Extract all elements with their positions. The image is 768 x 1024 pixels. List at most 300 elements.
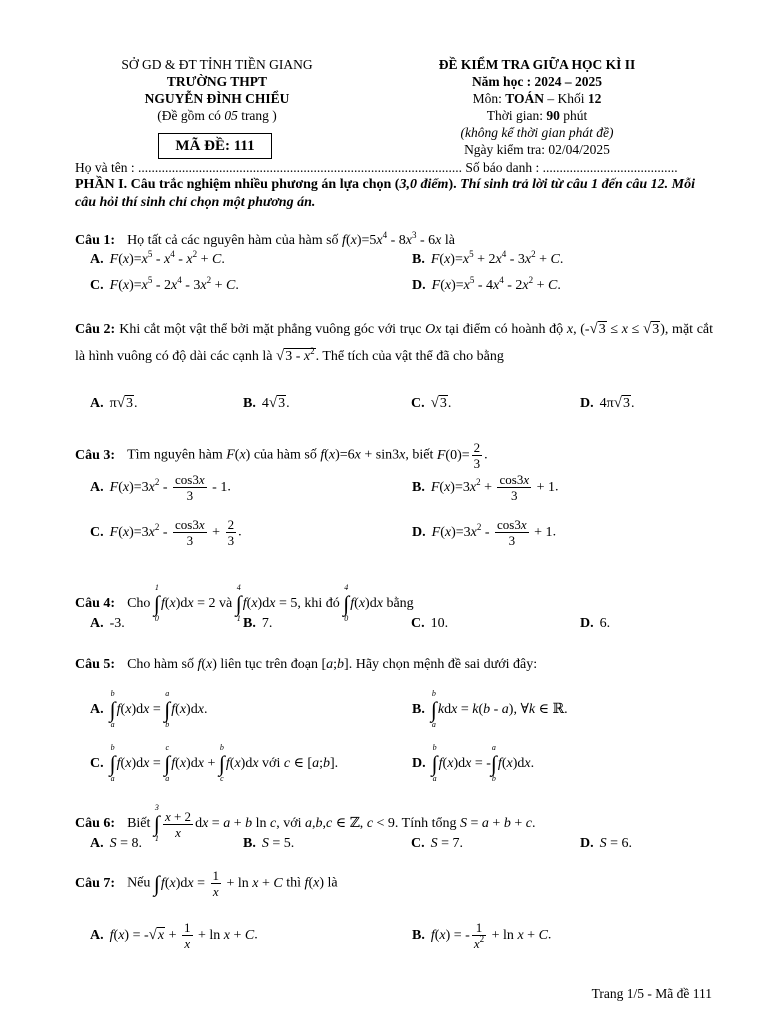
math-variable: x bbox=[473, 936, 480, 951]
integral-sign: ∫ bbox=[490, 751, 497, 776]
math-variable: x bbox=[524, 756, 531, 772]
math-expression: (-√3 ≤ x ≤ √3) bbox=[580, 321, 665, 337]
math-fraction bbox=[182, 920, 193, 951]
math-variable: c bbox=[366, 816, 374, 832]
school-header bbox=[67, 56, 367, 124]
math-expression: S = 5 bbox=[261, 836, 291, 851]
math-variable: f bbox=[225, 756, 230, 772]
math-superscript: 2 bbox=[206, 275, 212, 285]
student-id-label: Số báo danh : bbox=[462, 160, 543, 175]
section-points: 3,0 điểm bbox=[399, 177, 449, 192]
answer-option-b bbox=[412, 249, 712, 268]
math-variable: f bbox=[350, 596, 355, 612]
math-function: d bbox=[444, 702, 452, 718]
math-expression: f(x) bbox=[304, 875, 324, 891]
text-run: . bbox=[630, 396, 635, 411]
integral bbox=[432, 744, 438, 784]
text-run: Nếu bbox=[127, 875, 154, 891]
text-run: , mặt cắt là hình vuông có độ dài các cạnh là bbox=[75, 322, 714, 364]
math-fraction bbox=[211, 868, 222, 899]
math-variable: f bbox=[304, 875, 309, 891]
math-fraction bbox=[472, 440, 483, 471]
option-letter: C. bbox=[411, 836, 425, 851]
question-label: Câu 3: bbox=[75, 447, 116, 463]
radicand: 3 bbox=[125, 396, 133, 411]
math-superscript: 2 bbox=[154, 521, 160, 532]
math-variable: x bbox=[313, 875, 320, 891]
fraction-denominator: 3 bbox=[508, 533, 516, 548]
question-text bbox=[127, 583, 414, 623]
math-variable: a bbox=[223, 816, 231, 832]
section-heading bbox=[75, 176, 713, 212]
time-value: 90 bbox=[546, 108, 560, 123]
option-letter: B. bbox=[412, 702, 425, 718]
answer-options bbox=[75, 472, 713, 548]
exam-header bbox=[377, 56, 697, 158]
math-variable: x bbox=[350, 233, 357, 248]
math-variable: x bbox=[444, 524, 452, 540]
math-variable: x bbox=[251, 596, 258, 612]
math-variable: x bbox=[169, 596, 176, 612]
math-square-root bbox=[614, 396, 631, 411]
option-content bbox=[600, 836, 632, 852]
math-variable: x bbox=[328, 447, 336, 463]
math-variable: x bbox=[495, 252, 502, 267]
text-run: liên tục trên đoạn bbox=[216, 657, 322, 672]
time-suffix: phút bbox=[559, 108, 588, 123]
math-expression: ∫ f(x)dx = $\frac{1}{x}$ + ln x + C bbox=[153, 868, 283, 899]
math-variable: x bbox=[621, 322, 628, 337]
integral-upper-limit: 1 bbox=[154, 583, 159, 592]
text-run: . bbox=[530, 756, 535, 772]
question-text bbox=[127, 657, 537, 672]
answer-option-d bbox=[412, 517, 712, 548]
answer-options bbox=[75, 395, 713, 412]
page-count-prefix: (Đề gồm có bbox=[157, 108, 225, 123]
math-variable: F bbox=[109, 252, 119, 267]
subject-prefix: Môn: bbox=[472, 91, 506, 106]
answer-options bbox=[75, 690, 713, 784]
time-note: (không kể thời gian phát đề) bbox=[460, 125, 614, 140]
option-content bbox=[431, 836, 463, 852]
fraction-denominator bbox=[182, 936, 193, 951]
answer-option-d bbox=[412, 744, 712, 784]
math-expression: 4 ∫ 0 f(x)dx bbox=[343, 583, 383, 623]
math-variable: x bbox=[122, 252, 130, 267]
math-variable: x bbox=[303, 349, 311, 364]
option-content bbox=[262, 836, 294, 852]
math-function: d bbox=[517, 756, 525, 772]
answer-option-a bbox=[90, 836, 243, 852]
integral-upper-limit: a bbox=[491, 743, 496, 752]
option-letter: A. bbox=[90, 396, 104, 411]
question-text bbox=[127, 803, 536, 843]
math-variable: x bbox=[522, 278, 529, 293]
math-variable: x bbox=[444, 278, 452, 293]
integral-sign: ∫ bbox=[153, 870, 160, 896]
math-variable: x bbox=[148, 524, 155, 540]
math-variable: x bbox=[354, 447, 361, 463]
question-stem bbox=[75, 868, 713, 899]
math-function: d bbox=[136, 756, 144, 772]
integral-lower-limit: a bbox=[165, 774, 170, 783]
fraction-numerator: cos3x bbox=[175, 472, 205, 487]
text-run: . bbox=[138, 836, 143, 851]
text-run: Tính tổng bbox=[398, 816, 461, 832]
math-variable: x bbox=[517, 927, 524, 943]
math-variable: k bbox=[472, 702, 479, 718]
section-points-close: ). bbox=[448, 177, 457, 192]
answer-options bbox=[75, 920, 713, 951]
math-variable: f bbox=[160, 596, 165, 612]
option-letter: B. bbox=[243, 836, 256, 851]
option-letter: D. bbox=[412, 524, 426, 540]
math-variable: x bbox=[493, 278, 500, 293]
text-run: Biết bbox=[127, 816, 154, 832]
math-variable: F bbox=[109, 278, 119, 293]
option-content bbox=[109, 249, 225, 268]
integral bbox=[219, 744, 225, 784]
math-expression: 3 ∫ 1 $\frac{x + 2}{x}$ dx = a + b ln c, bbox=[153, 803, 280, 843]
time-line bbox=[377, 107, 697, 124]
text-run: . bbox=[290, 836, 295, 851]
math-variable: C bbox=[548, 278, 558, 293]
math-variable: C bbox=[273, 875, 283, 891]
math-variable: c bbox=[525, 816, 532, 832]
text-run: Cho bbox=[127, 596, 154, 612]
math-variable: F bbox=[431, 278, 441, 293]
radicand: 3 bbox=[598, 322, 606, 337]
time-prefix: Thời gian: bbox=[486, 108, 547, 123]
math-variable: a bbox=[481, 816, 489, 832]
math-variable: k bbox=[528, 702, 536, 718]
text-run: , khi đó bbox=[297, 596, 344, 612]
math-expression: S = a + b + c. bbox=[460, 816, 536, 832]
text-run: . bbox=[547, 927, 552, 943]
answer-option-a bbox=[90, 395, 243, 412]
math-superscript: 5 bbox=[147, 275, 153, 285]
text-run: . bbox=[564, 702, 568, 718]
answer-option-b bbox=[243, 616, 411, 632]
integral bbox=[164, 690, 170, 730]
fraction-numerator: cos3x bbox=[497, 517, 527, 532]
math-variable: x bbox=[143, 756, 150, 772]
math-variable: k bbox=[437, 702, 445, 718]
math-variable: x bbox=[198, 517, 205, 532]
exam-date: Ngày kiểm tra: 02/04/2025 bbox=[464, 142, 610, 157]
math-variable: x bbox=[447, 756, 454, 772]
text-run: . bbox=[254, 927, 258, 943]
math-fraction bbox=[495, 517, 529, 548]
integral-sign: ∫ bbox=[109, 697, 116, 722]
math-expression: $F(x)=x^5 - 4x^4 - 2x^2 + C$. bbox=[431, 275, 561, 293]
fraction-numerator: 1 bbox=[184, 920, 191, 935]
option-letter: B. bbox=[243, 396, 256, 411]
option-content bbox=[431, 275, 561, 294]
math-variable: C bbox=[212, 252, 222, 267]
answer-options bbox=[75, 836, 713, 852]
integral-lower-limit: a bbox=[110, 774, 115, 783]
math-variable: a bbox=[305, 816, 312, 832]
grade-number: 12 bbox=[587, 91, 602, 106]
integral-lower-limit: a bbox=[432, 774, 437, 783]
answer-option-a bbox=[90, 472, 412, 503]
math-variable: x bbox=[566, 322, 574, 337]
math-superscript: 4 bbox=[499, 275, 504, 285]
integral-sign: ∫ bbox=[235, 591, 242, 616]
option-letter: C. bbox=[90, 278, 104, 293]
fraction-numerator: x + 2 bbox=[164, 808, 192, 824]
math-expression: S = 7 bbox=[430, 836, 460, 851]
math-variable: x bbox=[148, 479, 155, 495]
option-content bbox=[431, 616, 449, 632]
math-expression: $F(x)=x^5 - x^4 - x^2 + C$. bbox=[109, 249, 225, 267]
math-variable: x bbox=[187, 875, 194, 891]
integral bbox=[110, 690, 116, 730]
math-variable: x bbox=[463, 278, 470, 293]
option-letter: C. bbox=[411, 616, 425, 631]
page-count-number: 05 bbox=[224, 108, 238, 123]
department-name: SỞ GD & ĐT TỈNH TIỀN GIANG bbox=[121, 57, 313, 72]
question-label: Câu 6: bbox=[75, 816, 116, 832]
question-label: Câu 1: bbox=[75, 233, 116, 248]
fraction-denominator: 3 bbox=[186, 533, 194, 548]
fraction-denominator: 3 bbox=[473, 456, 481, 471]
text-run: . bbox=[238, 524, 242, 540]
option-letter: B. bbox=[412, 479, 425, 495]
option-content bbox=[430, 249, 564, 268]
math-expression: c ∈ [a;b] bbox=[283, 756, 335, 772]
name-label: Họ và tên : bbox=[75, 160, 138, 175]
answer-option-c bbox=[411, 395, 580, 412]
question-text bbox=[75, 322, 713, 364]
radical-sign: √ bbox=[148, 926, 157, 943]
math-variable: x bbox=[186, 252, 193, 267]
math-expression: $F(x)=3x^2$ - $\frac{\cos 3x}{3}$ + 1 bbox=[431, 517, 553, 548]
question-label: Câu 7: bbox=[75, 875, 116, 891]
math-variable: x bbox=[141, 252, 148, 267]
fraction-denominator bbox=[472, 936, 486, 951]
fraction-numerator: cos3x bbox=[175, 517, 205, 532]
answer-option-d bbox=[580, 616, 713, 632]
math-superscript: 2 bbox=[476, 476, 481, 487]
math-variable: x bbox=[435, 233, 442, 248]
school-year: Năm học : 2024 – 2025 bbox=[471, 74, 603, 89]
math-variable: F bbox=[430, 479, 440, 495]
option-content bbox=[110, 920, 258, 951]
math-variable: x bbox=[439, 927, 446, 943]
answer-option-c bbox=[411, 616, 580, 632]
answer-option-b bbox=[412, 920, 712, 951]
math-variable: F bbox=[430, 252, 440, 267]
math-expression: 4π√3 bbox=[599, 395, 630, 411]
math-variable: x bbox=[524, 252, 532, 267]
text-run: . bbox=[552, 524, 557, 540]
math-expression: a,b,c ∈ ℤ, c < 9. bbox=[305, 816, 399, 832]
math-variable: x bbox=[122, 524, 130, 540]
math-expression: 7 bbox=[261, 616, 269, 631]
integral-lower-limit: 0 bbox=[344, 614, 349, 623]
integral-sign: ∫ bbox=[153, 811, 160, 836]
math-variable: x bbox=[435, 322, 442, 337]
question-text bbox=[127, 230, 455, 248]
math-expression: $F(x)=3x^2$ - $\frac{\cos 3x}{3}$ + $\frac{2}{3}$ bbox=[109, 517, 235, 548]
integral-sign: ∫ bbox=[343, 591, 350, 616]
fraction-numerator: cos3x bbox=[499, 472, 530, 487]
math-expression: $F(x)=x^5 - 2x^4 - 3x^2 + C$. bbox=[109, 275, 239, 293]
math-expression: f(x) bbox=[197, 657, 217, 672]
math-variable: F bbox=[109, 479, 119, 495]
text-run: , biết bbox=[405, 447, 437, 463]
integral-sign: ∫ bbox=[218, 751, 225, 776]
radical-sign: √ bbox=[430, 395, 439, 411]
math-function: cos bbox=[175, 472, 193, 487]
math-variable: x bbox=[212, 884, 219, 899]
math-variable: x bbox=[179, 756, 187, 772]
math-fraction bbox=[163, 809, 193, 840]
math-variable: x bbox=[141, 278, 148, 293]
answer-option-b bbox=[412, 690, 712, 730]
math-variable: f bbox=[438, 756, 443, 772]
math-variable: f bbox=[242, 596, 247, 612]
math-square-root bbox=[117, 396, 134, 411]
integral-lower-limit: 0 bbox=[154, 614, 159, 623]
math-variable: a bbox=[312, 756, 320, 772]
math-variable: F bbox=[226, 447, 235, 463]
math-superscript: 4 bbox=[177, 275, 182, 285]
answer-option-a bbox=[90, 920, 412, 951]
text-run: Họ tất cả các nguyên hàm của hàm số bbox=[127, 233, 343, 248]
integral-lower-limit: b bbox=[165, 720, 170, 729]
fraction-numerator: 2 bbox=[473, 440, 481, 455]
math-expression: $F(x)=x^5 + 2x^4 - 3x^2 + C$. bbox=[430, 249, 564, 267]
math-function: d bbox=[458, 756, 466, 772]
text-run: thì bbox=[282, 875, 305, 891]
math-variable: x bbox=[252, 875, 259, 891]
math-variable: x bbox=[202, 816, 209, 832]
math-variable: x bbox=[143, 702, 150, 718]
math-function: cos bbox=[175, 517, 193, 532]
math-variable: a bbox=[326, 657, 334, 672]
integral-lower-limit: 1 bbox=[236, 614, 241, 623]
option-letter: A. bbox=[90, 616, 104, 631]
answer-option-b bbox=[243, 395, 411, 412]
integral-lower-limit: a bbox=[110, 720, 115, 729]
text-run: . Hãy chọn mệnh đề sai dưới đây: bbox=[348, 657, 538, 672]
exam-code-box: MÃ ĐỀ: 111 bbox=[158, 133, 272, 159]
math-expression: 10 bbox=[430, 616, 445, 631]
integral-sign: ∫ bbox=[109, 751, 116, 776]
math-superscript: 5 bbox=[469, 249, 474, 259]
radical-sign: √ bbox=[116, 395, 125, 411]
math-function: d bbox=[180, 596, 188, 612]
integral-lower-limit: c bbox=[220, 774, 224, 783]
math-variable: x bbox=[444, 252, 451, 267]
math-expression: [a;b] bbox=[321, 657, 349, 672]
option-content bbox=[110, 690, 208, 730]
text-run: bằng bbox=[382, 596, 414, 612]
math-function: d bbox=[245, 756, 253, 772]
math-function: ln bbox=[255, 816, 267, 832]
question-stem bbox=[75, 652, 713, 678]
math-function: ln bbox=[237, 875, 249, 891]
option-content bbox=[431, 690, 568, 730]
math-variable: S bbox=[430, 836, 438, 851]
text-run: . bbox=[334, 756, 339, 772]
answer-option-d bbox=[412, 275, 712, 294]
answer-option-d bbox=[580, 836, 713, 852]
integral-upper-limit: 3 bbox=[154, 803, 159, 812]
math-superscript: 4 bbox=[170, 249, 175, 259]
fraction-denominator: 3 bbox=[227, 533, 235, 548]
radical-sign: √ bbox=[589, 321, 598, 337]
math-function: d bbox=[262, 596, 270, 612]
math-variable: f bbox=[171, 756, 176, 772]
math-square-root bbox=[643, 322, 660, 337]
option-content bbox=[600, 616, 611, 632]
option-letter: A. bbox=[90, 252, 104, 267]
text-run: là bbox=[324, 875, 338, 891]
math-function: d bbox=[369, 596, 377, 612]
math-function: d bbox=[180, 875, 188, 891]
math-expression: $f(x)=5x^4 - 8x^3 - 6x$ bbox=[342, 230, 442, 248]
text-run: và bbox=[215, 596, 236, 612]
math-variable: x bbox=[405, 233, 412, 248]
math-expression: S = 8 bbox=[109, 836, 139, 851]
math-variable: C bbox=[244, 927, 255, 943]
integral-sign: ∫ bbox=[431, 751, 438, 776]
math-variable: x bbox=[451, 702, 458, 718]
math-variable: x bbox=[523, 472, 530, 487]
integral bbox=[431, 690, 437, 730]
option-content bbox=[262, 616, 273, 632]
option-letter: B. bbox=[412, 927, 425, 943]
math-expression bbox=[275, 346, 316, 364]
math-variable: x bbox=[118, 927, 125, 943]
text-run: Tìm nguyên hàm bbox=[127, 447, 227, 463]
math-expression: 4√3 bbox=[261, 395, 286, 411]
math-expression: $F(x)=3x^2$ - $\frac{\cos 3x}{3}$ - 1 bbox=[109, 472, 228, 503]
math-function: cos bbox=[497, 517, 515, 532]
math-expression: $F(x)=3x^2$ + $\frac{\cos 3x}{3}$ + 1 bbox=[430, 472, 556, 503]
option-letter: D. bbox=[412, 756, 426, 772]
text-run: . bbox=[227, 479, 231, 495]
math-expression: f(x) = - $\frac{1}{x^2}$ + ln x + C bbox=[430, 920, 548, 951]
subject-line bbox=[377, 90, 697, 107]
text-run: . bbox=[484, 447, 488, 463]
answer-option-c bbox=[90, 744, 412, 784]
math-variable: f bbox=[320, 447, 325, 463]
math-expression: 4 ∫ 1 f(x)dx = 5 bbox=[235, 583, 298, 623]
math-superscript: 2 bbox=[528, 275, 534, 285]
math-superscript: 2 bbox=[479, 934, 485, 944]
math-square-root bbox=[275, 346, 316, 364]
integral-upper-limit: b bbox=[110, 689, 115, 698]
option-content bbox=[110, 616, 125, 632]
text-run: Cho hàm số bbox=[127, 657, 198, 672]
integral-upper-limit: 4 bbox=[236, 583, 241, 592]
grade-prefix: – Khối bbox=[544, 91, 588, 106]
option-content bbox=[432, 744, 534, 784]
math-variable: a bbox=[501, 702, 509, 718]
math-expression: f(x)=6x + sin3x bbox=[320, 447, 406, 463]
integral-upper-limit: b bbox=[219, 743, 224, 752]
math-function: ln bbox=[209, 927, 221, 943]
math-variable: b bbox=[483, 702, 491, 718]
integral-sign: ∫ bbox=[153, 591, 160, 616]
math-variable: x bbox=[197, 702, 204, 718]
option-letter: A. bbox=[90, 836, 104, 851]
